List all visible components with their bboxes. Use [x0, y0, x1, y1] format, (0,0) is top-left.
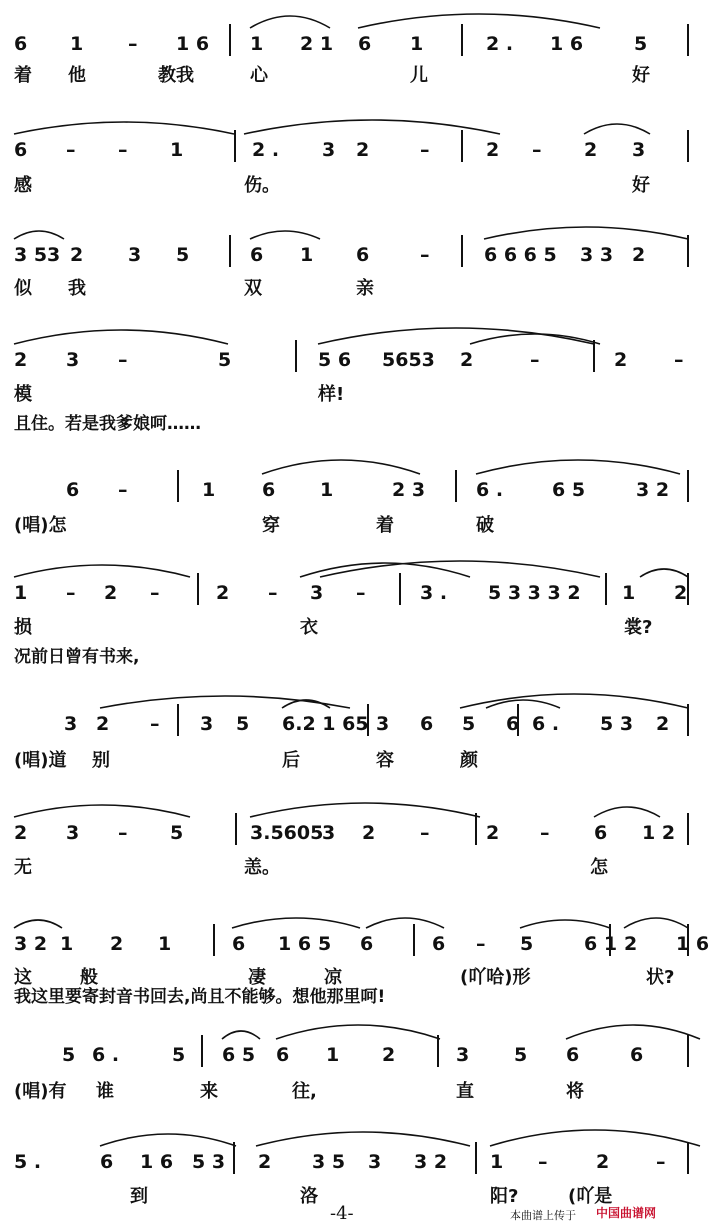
lyric: 容 [376, 750, 394, 771]
lyric: 阳? [490, 1186, 519, 1207]
note: 5 [218, 349, 232, 371]
slur [486, 700, 560, 708]
note: 5 [170, 822, 184, 844]
note: 3 [456, 1044, 470, 1066]
note: 3 2 [414, 1151, 448, 1173]
note: 6 [66, 479, 80, 501]
slur [256, 1132, 470, 1146]
slur [14, 565, 190, 577]
note: 2 1 [300, 33, 334, 55]
note: – [150, 582, 160, 604]
slur [594, 807, 660, 817]
note: – [420, 139, 430, 161]
lyric: 恙。 [244, 857, 280, 878]
slur [584, 124, 650, 134]
note: 3.5605 [250, 822, 324, 844]
note: – [476, 933, 486, 955]
note: 6 [566, 1044, 580, 1066]
note: 6 [358, 33, 372, 55]
note: – [530, 349, 540, 371]
lyric: 破 [476, 515, 494, 536]
note: 3 2 [14, 933, 48, 955]
note: 1 [300, 244, 314, 266]
lyric: 凉 [324, 967, 342, 988]
page-number: -4- [330, 1203, 354, 1224]
note: 6 [232, 933, 246, 955]
note: 5 [462, 713, 476, 735]
note: 1 [490, 1151, 504, 1173]
lyric: 双 [244, 278, 262, 299]
note: 1 [60, 933, 74, 955]
lyric: 着 [376, 515, 394, 536]
note: – [118, 822, 128, 844]
slur [318, 328, 594, 344]
note: – [118, 479, 128, 501]
note: 1 [170, 139, 184, 161]
note: 1 [250, 33, 264, 55]
note: 6 [14, 33, 28, 55]
slur [276, 1025, 440, 1039]
lyric: 模 [14, 384, 32, 405]
note: 6 [262, 479, 276, 501]
note: 6 . [476, 479, 504, 501]
lyric: 谁 [96, 1081, 114, 1102]
note: – [656, 1151, 666, 1173]
slur [222, 1031, 260, 1039]
note: 3 [66, 349, 80, 371]
note: 1 6 [140, 1151, 174, 1173]
note: 6 [630, 1044, 644, 1066]
lyric: 他 [68, 65, 86, 86]
slur [358, 14, 600, 28]
lyric: 儿 [410, 65, 428, 86]
note: 3 3 [580, 244, 614, 266]
lyric: (吖哈)形 [460, 967, 531, 988]
note: – [538, 1151, 548, 1173]
note: 6 [250, 244, 264, 266]
lyric: 衣 [300, 617, 318, 638]
lyric: (唱)道 [14, 750, 67, 771]
note: 6 5 [552, 479, 586, 501]
lyric: 好 [632, 175, 650, 196]
note: 3 [64, 713, 78, 735]
footer-brand: 中国曲谱网 [596, 1206, 657, 1220]
lyric: 来 [200, 1081, 218, 1102]
lyric: 这 [14, 967, 32, 988]
spoken-line: 我这里要寄封音书回去,尚且不能够。想他那里呵! [14, 987, 386, 1007]
note: – [118, 349, 128, 371]
note: 3 [66, 822, 80, 844]
note: 3 [128, 244, 142, 266]
note: 1 6 [550, 33, 584, 55]
note: 1 [14, 582, 28, 604]
note: 2 [70, 244, 84, 266]
note: – [150, 713, 160, 735]
slur [232, 918, 360, 928]
note: 6 [14, 139, 28, 161]
note: – [128, 33, 138, 55]
lyric: 洛 [300, 1186, 318, 1207]
lyric: 般 [80, 967, 98, 988]
note: 5 [634, 33, 648, 55]
lyric: 状? [646, 967, 675, 988]
note: – [356, 582, 366, 604]
note: 3 [322, 822, 336, 844]
note: 2 [584, 139, 598, 161]
lyric: 着 [14, 65, 32, 86]
note: 5653 [382, 349, 435, 371]
lyric: 感 [14, 175, 32, 196]
note: 2 3 [392, 479, 426, 501]
note: 1 [158, 933, 172, 955]
note: 3 [322, 139, 336, 161]
note: 5 [176, 244, 190, 266]
note: 6 [360, 933, 374, 955]
note: 2 [104, 582, 118, 604]
note: 5 [514, 1044, 528, 1066]
slur [250, 16, 330, 28]
lyric: 我 [68, 278, 86, 299]
lyric: (吖是 [568, 1186, 613, 1207]
lyric: 凄 [248, 967, 266, 988]
note: 2 [656, 713, 670, 735]
slur [476, 460, 680, 474]
note: 2 [382, 1044, 396, 1066]
lyric: 心 [250, 65, 268, 86]
note: 2 [356, 139, 370, 161]
note: 5 [172, 1044, 186, 1066]
slur [14, 805, 190, 817]
note: 1 6 [278, 933, 312, 955]
lyric: 别 [92, 750, 110, 771]
slur [14, 122, 234, 134]
note: 1 [320, 479, 334, 501]
note: 5 [520, 933, 534, 955]
note: 6 1 [584, 933, 618, 955]
note: 2 [674, 582, 688, 604]
note: – [532, 139, 542, 161]
note: 2 [14, 822, 28, 844]
lyric: 教我 [158, 65, 194, 86]
note: – [420, 822, 430, 844]
note: 6 . [532, 713, 560, 735]
note: 1 6 [676, 933, 709, 955]
note: 1 [622, 582, 636, 604]
slur [262, 460, 420, 474]
slur [100, 1134, 236, 1146]
slur [100, 696, 350, 708]
lyric: 怎 [590, 857, 608, 878]
note: 5 [318, 933, 332, 955]
note: 2 [486, 139, 500, 161]
lyric: (唱)怎 [14, 515, 67, 536]
slur [14, 330, 228, 344]
note: 2 [486, 822, 500, 844]
spoken-line: 况前日曾有书来, [14, 647, 140, 667]
note: 3 5 [312, 1151, 346, 1173]
note: 6 6 6 5 [484, 244, 557, 266]
note: 2 [460, 349, 474, 371]
lyric: 好 [632, 65, 650, 86]
note: 2 [216, 582, 230, 604]
slur [520, 920, 610, 928]
lyric: 亲 [356, 278, 374, 299]
note: 2 [362, 822, 376, 844]
note: – [540, 822, 550, 844]
note: 6 . [92, 1044, 120, 1066]
lyric: 似 [14, 278, 32, 299]
lyric: 颜 [460, 750, 478, 771]
slur [484, 227, 688, 239]
note: 6 [276, 1044, 290, 1066]
note: 2 . [486, 33, 514, 55]
slur [640, 569, 688, 577]
slur [490, 1130, 700, 1146]
note: 5 [62, 1044, 76, 1066]
note: 6 [594, 822, 608, 844]
note: 5 3 3 3 2 [488, 582, 581, 604]
note: 3 [368, 1151, 382, 1173]
lyric: 无 [14, 857, 32, 878]
spoken-line: 且住。若是我爹娘呵…… [14, 414, 201, 434]
note: 6 [432, 933, 446, 955]
note: 6 [420, 713, 434, 735]
note: – [674, 349, 684, 371]
note: 2 [632, 244, 646, 266]
note: 3 2 [636, 479, 670, 501]
note: – [118, 139, 128, 161]
note: 2 [258, 1151, 272, 1173]
slur [460, 694, 688, 708]
lyric: 往, [292, 1081, 317, 1102]
note: 6 [506, 713, 520, 735]
note: 6 5 [222, 1044, 256, 1066]
note: 2 [596, 1151, 610, 1173]
note: 2 [624, 933, 638, 955]
slur [250, 231, 320, 239]
slur [470, 334, 600, 344]
note: 1 [410, 33, 424, 55]
note: – [66, 139, 76, 161]
note: 1 2 [642, 822, 676, 844]
lyric: (唱)有 [14, 1081, 67, 1102]
note: 5 . [14, 1151, 42, 1173]
note: 5 6 [318, 349, 352, 371]
note: 3 53 [14, 244, 61, 266]
note: 5 3 [192, 1151, 226, 1173]
slur [566, 1025, 700, 1039]
note: 1 6 [176, 33, 210, 55]
note: 3 [310, 582, 324, 604]
note: 2 . [252, 139, 280, 161]
note: 6.2 1 65 [282, 713, 369, 735]
note: 2 [96, 713, 110, 735]
note: 6 [356, 244, 370, 266]
note: – [420, 244, 430, 266]
note: 1 [326, 1044, 340, 1066]
note: 1 [202, 479, 216, 501]
note: – [66, 582, 76, 604]
lyric: 样! [318, 384, 345, 405]
note: 3 . [420, 582, 448, 604]
lyric: 损 [14, 617, 32, 638]
lyric: 裳? [624, 617, 653, 638]
slur [14, 231, 64, 239]
slur [624, 918, 688, 928]
note: 2 [110, 933, 124, 955]
note: 5 [236, 713, 250, 735]
slur [14, 920, 62, 928]
note: 5 3 [600, 713, 634, 735]
note: 3 [376, 713, 390, 735]
note: 3 [200, 713, 214, 735]
slur [366, 918, 444, 928]
note: 6 [100, 1151, 114, 1173]
note: 1 [70, 33, 84, 55]
note: 2 [14, 349, 28, 371]
lyric: 到 [130, 1186, 148, 1207]
footer-credit: 本曲谱上传于 [510, 1209, 576, 1222]
note: 3 [632, 139, 646, 161]
lyric: 穿 [262, 515, 280, 536]
slur [250, 803, 480, 817]
note: – [268, 582, 278, 604]
lyric: 直 [456, 1081, 474, 1102]
note: 2 [614, 349, 628, 371]
lyric: 将 [566, 1081, 584, 1102]
lyric: 伤。 [244, 175, 280, 196]
lyric: 后 [282, 750, 300, 771]
